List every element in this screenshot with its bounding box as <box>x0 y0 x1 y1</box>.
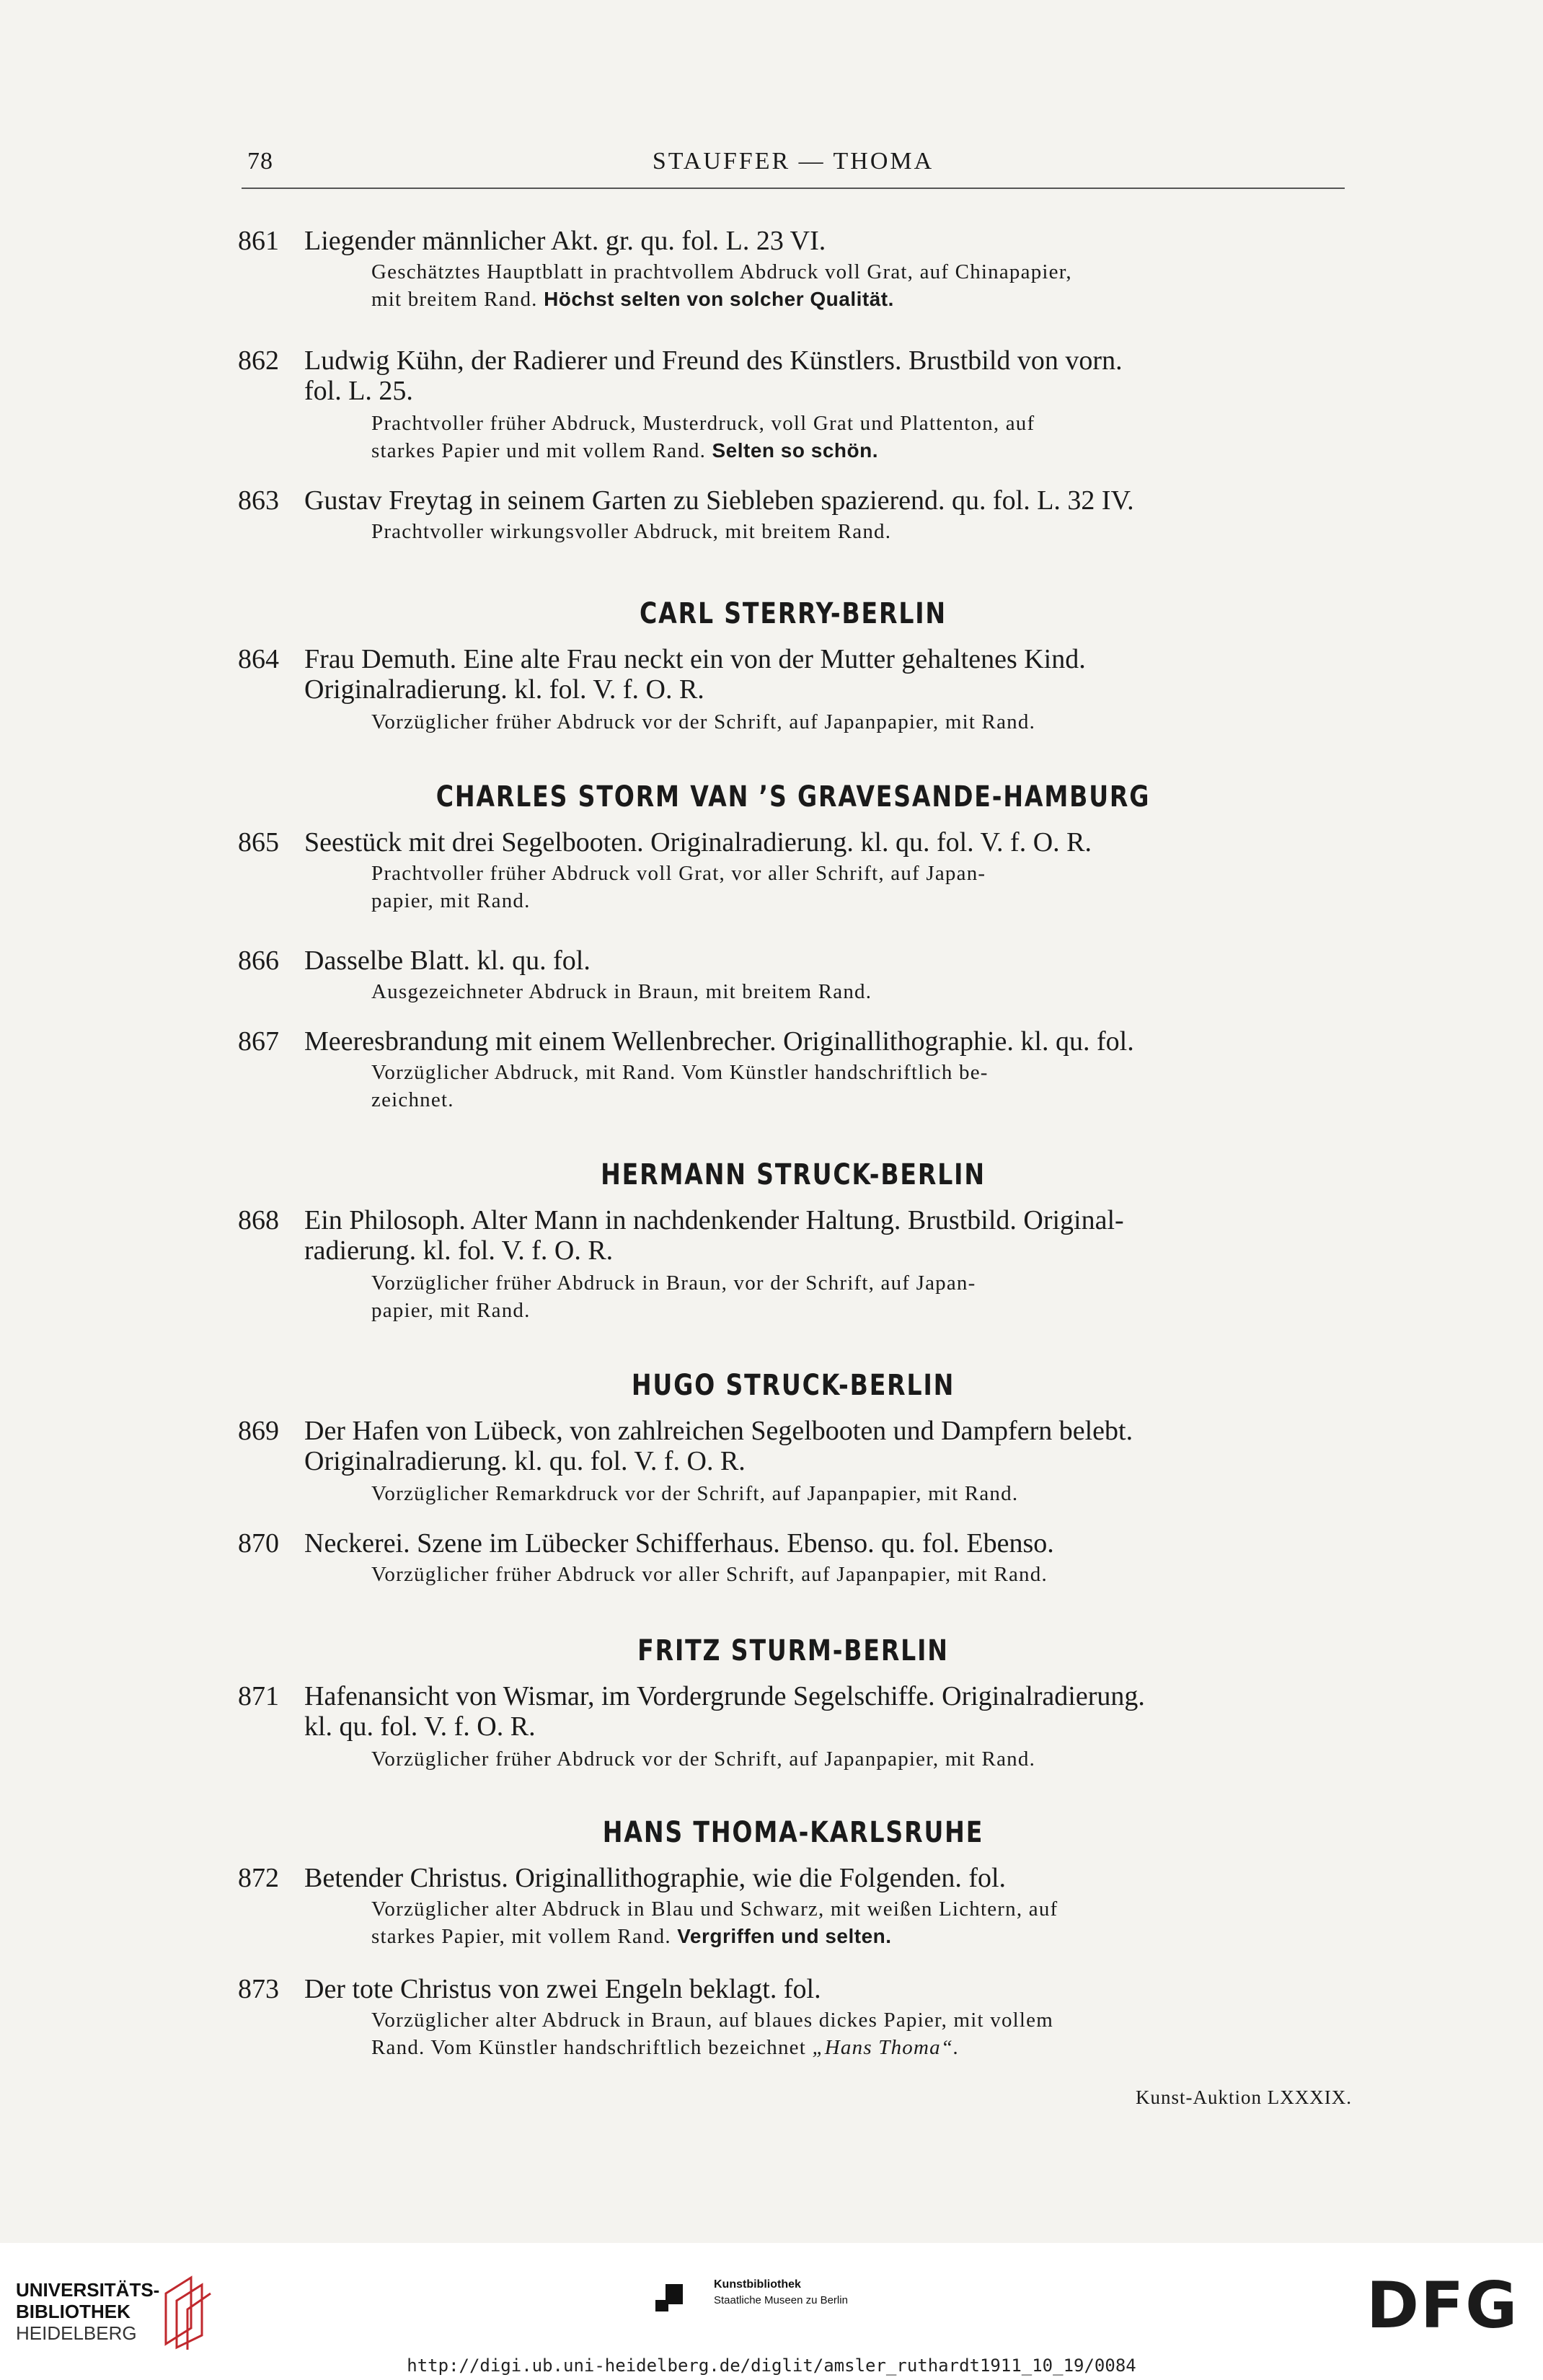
artist-heading: CHARLES STORM VAN ’S GRAVESANDE-HAMBURG <box>436 780 1151 814</box>
entry-description: papier, mit Rand. <box>371 1299 531 1322</box>
entry-title: Seestück mit drei Segelbooten. Originalradierung. kl. qu. fol. V. f. O. R. <box>304 827 1092 858</box>
entry-description: Vorzüglicher alter Abdruck in Blau und Schwarz, mit weißen Lichtern, auf <box>371 1898 1058 1921</box>
entry-title: Neckerei. Szene im Lübecker Schifferhaus. Ebenso. qu. fol. Ebenso. <box>304 1528 1054 1559</box>
artist-heading: CARL STERRY-BERLIN <box>640 597 947 630</box>
ub-logo-line: UNIVERSITÄTS- <box>16 2279 160 2301</box>
entry-title: Dasselbe Blatt. kl. qu. fol. <box>304 946 591 976</box>
artist-heading: HANS THOMA-KARLSRUHE <box>602 1816 984 1849</box>
entry-note-bold: Vergriffen und selten. <box>677 1925 892 1947</box>
entry-description: Ausgezeichneter Abdruck in Braun, mit breitem Rand. <box>371 980 872 1003</box>
entry-number: 872 <box>238 1863 279 1893</box>
page-number: 78 <box>247 148 273 175</box>
artist-heading: HUGO STRUCK-BERLIN <box>631 1369 955 1402</box>
catalog-entry-863 <box>238 485 1352 545</box>
entry-title: Betender Christus. Originallithographie, wie die Folgenden. fol. <box>304 1863 1007 1893</box>
permalink-url[interactable]: http://digi.ub.uni-heidelberg.de/diglit/amsler_ruthardt1911_10_19/0084 <box>407 2355 1136 2376</box>
entry-description: Vorzüglicher früher Abdruck vor der Schrift, auf Japanpapier, mit Rand. <box>371 1747 1036 1771</box>
auction-footer-note: Kunst-Auktion LXXXIX. <box>1136 2086 1352 2108</box>
kunstbibliothek-logo-text <box>714 2277 848 2309</box>
entry-number: 863 <box>238 485 279 516</box>
entry-title-continuation: kl. qu. fol. V. f. O. R. <box>304 1711 536 1742</box>
entry-description: Vorzüglicher Remarkdruck vor der Schrift, auf Japanpapier, mit Rand. <box>371 1482 1019 1505</box>
kb-logo-line: Staatliche Museen zu Berlin <box>714 2294 848 2306</box>
entry-number: 870 <box>238 1528 279 1559</box>
entry-description: Prachtvoller früher Abdruck, Musterdruck, voll Grat und Plattenton, auf <box>371 412 1035 435</box>
entry-number: 862 <box>238 345 279 376</box>
entry-number: 861 <box>238 226 279 256</box>
entry-description: starkes Papier und mit vollem Rand. <box>371 439 707 462</box>
entry-description: Vorzüglicher alter Abdruck in Braun, auf blaues dickes Papier, mit vollem <box>371 2009 1054 2032</box>
entry-description: starkes Papier, mit vollem Rand. <box>371 1925 671 1948</box>
ub-logo-line: HEIDELBERG <box>16 2322 137 2344</box>
entry-number: 866 <box>238 946 279 976</box>
ub-logo-line: BIBLIOTHEK <box>16 2301 131 2322</box>
entry-title-continuation: Originalradierung. kl. qu. fol. V. f. O. R. <box>304 1446 746 1476</box>
entry-description: Geschätztes Hauptblatt in prachtvollem Abdruck voll Grat, auf Chinapapier, <box>371 260 1072 283</box>
dfg-logo: DFG <box>1366 2268 1519 2342</box>
entry-description: Rand. Vom Künstler handschriftlich bezeichnet <box>371 2036 806 2059</box>
kb-logo-line: Kunstbibliothek <box>714 2278 801 2291</box>
entry-signature-quote: „Hans Thoma“. <box>812 2036 960 2059</box>
entry-title-continuation: radierung. kl. fol. V. f. O. R. <box>304 1235 614 1266</box>
entry-number: 869 <box>238 1416 279 1446</box>
ub-heidelberg-logo-text <box>16 2279 159 2344</box>
entry-title: Ein Philosoph. Alter Mann in nachdenkender Haltung. Brustbild. Original- <box>304 1205 1124 1235</box>
entry-description: Vorzüglicher früher Abdruck vor der Schrift, auf Japanpapier, mit Rand. <box>371 710 1036 733</box>
ub-heidelberg-emblem-icon <box>159 2272 216 2351</box>
artist-heading: FRITZ STURM-BERLIN <box>637 1634 949 1667</box>
entry-number: 871 <box>238 1681 279 1711</box>
entry-title: Der tote Christus von zwei Engeln beklagt. fol. <box>304 1974 821 2004</box>
catalog-entry-871 <box>238 1680 1352 1773</box>
entry-title: Liegender männlicher Akt. gr. qu. fol. L. 23 VI. <box>304 226 826 256</box>
entry-description: papier, mit Rand. <box>371 889 531 912</box>
entry-title: Ludwig Kühn, der Radierer und Freund des Künstlers. Brustbild von vorn. <box>304 345 1123 376</box>
catalog-entry-862 <box>238 345 1352 464</box>
entry-note-bold: Selten so schön. <box>712 439 878 462</box>
catalog-entry-872 <box>238 1862 1352 1950</box>
catalog-entry-867 <box>238 1026 1352 1114</box>
entry-description: Vorzüglicher Abdruck, mit Rand. Vom Künstler handschriftlich be- <box>371 1061 989 1084</box>
entry-description: Vorzüglicher früher Abdruck in Braun, vor der Schrift, auf Japan- <box>371 1271 976 1295</box>
entry-note-bold: Höchst selten von solcher Qualität. <box>544 288 894 310</box>
entry-description: Vorzüglicher früher Abdruck vor aller Schrift, auf Japanpapier, mit Rand. <box>371 1563 1048 1586</box>
entry-title: Frau Demuth. Eine alte Frau neckt ein von der Mutter gehaltenes Kind. <box>304 644 1086 674</box>
catalog-entry-868 <box>238 1204 1352 1324</box>
entry-number: 864 <box>238 644 279 674</box>
entry-description: Prachtvoller früher Abdruck voll Grat, vor aller Schrift, auf Japan- <box>371 862 986 885</box>
entry-title: Der Hafen von Lübeck, von zahlreichen Segelbooten und Dampfern belebt. <box>304 1416 1133 1446</box>
entry-title-continuation: fol. L. 25. <box>304 376 413 406</box>
catalog-entry-865 <box>238 827 1352 914</box>
entry-description: Prachtvoller wirkungsvoller Abdruck, mit breitem Rand. <box>371 520 892 543</box>
catalog-entry-870 <box>238 1528 1352 1588</box>
entry-title: Meeresbrandung mit einem Wellenbrecher. Originallithographie. kl. qu. fol. <box>304 1026 1134 1057</box>
running-title: STAUFFER — THOMA <box>652 148 934 175</box>
entry-number: 868 <box>238 1205 279 1235</box>
entry-title: Gustav Freytag in seinem Garten zu Siebleben spazierend. qu. fol. L. 32 IV. <box>304 485 1134 516</box>
entry-number: 865 <box>238 827 279 858</box>
kunstbibliothek-logo-icon <box>653 2281 686 2314</box>
catalog-entry-861 <box>238 225 1352 313</box>
entry-description: zeichnet. <box>371 1088 454 1111</box>
catalog-entry-869 <box>238 1415 1352 1507</box>
page-header <box>242 144 1345 189</box>
entry-number: 873 <box>238 1974 279 2004</box>
entry-title-continuation: Originalradierung. kl. fol. V. f. O. R. <box>304 674 704 705</box>
artist-heading: HERMANN STRUCK-BERLIN <box>601 1158 986 1191</box>
entry-description: mit breitem Rand. <box>371 288 538 311</box>
catalog-entry-873 <box>238 1973 1352 2061</box>
catalog-entry-866 <box>238 945 1352 1005</box>
entry-number: 867 <box>238 1026 279 1057</box>
catalog-entry-864 <box>238 643 1352 736</box>
entry-title: Hafenansicht von Wismar, im Vordergrunde Segelschiffe. Originalradierung. <box>304 1681 1145 1711</box>
